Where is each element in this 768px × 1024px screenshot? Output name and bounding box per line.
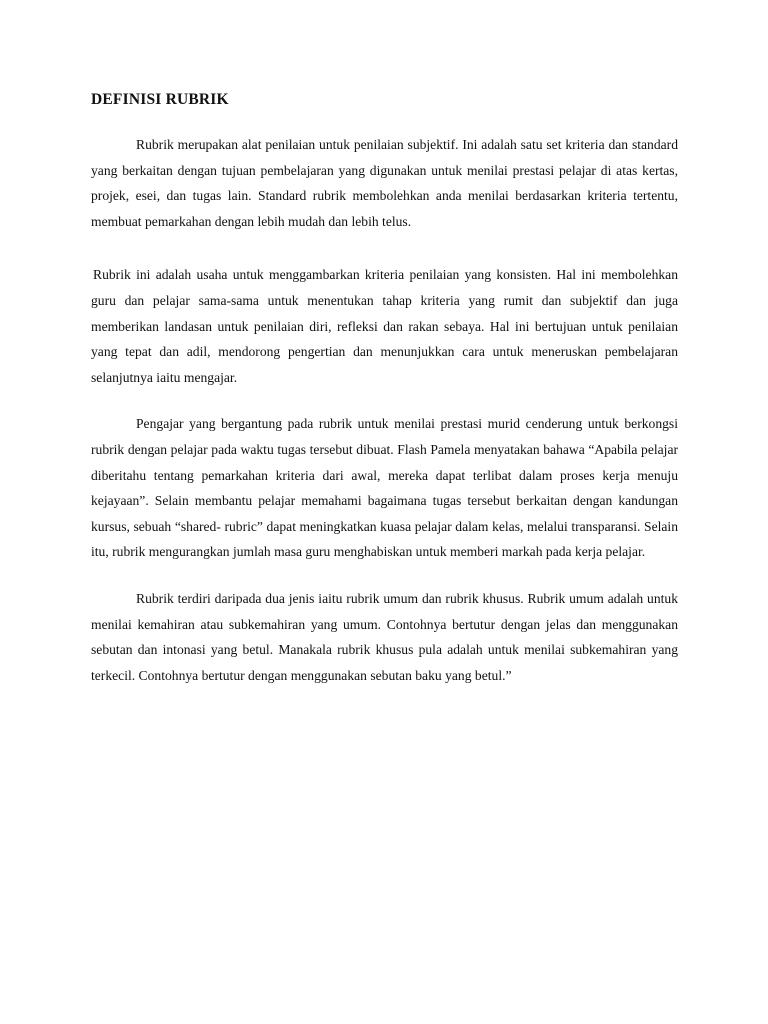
document-page (91, 88, 678, 709)
paragraph-2: Rubrik ini adalah usaha untuk menggambarkan kriteria penilaian yang konsisten. Hal ini membolehkan guru dan pelajar sama-sama untuk menentukan tahap kriteria yang rumit dan subjektif dan juga memberikan landasan untuk penilaian diri, refleksi dan rakan sebaya. Hal ini bertujuan untuk penilaian yang tepat dan adil, mendorong pengertian dan menunjukkan cara untuk meneruskan pembelajaran selanjutnya iaitu mengajar. (91, 267, 678, 385)
paragraph-3: Pengajar yang bergantung pada rubrik untuk menilai prestasi murid cenderung untuk berkongsi rubrik dengan pelajar pada waktu tugas tersebut dibuat. Flash Pamela menyatakan bahawa “Apabila pelajar diberitahu tentang pemarkahan kriteria dari awal, mereka dapat terlibat dalam proses kerja menuju kejayaan”. Selain membantu pelajar memahami bagaimana tugas tersebut berkaitan dengan kandungan kursus, sebuah “shared- rubric” dapat meningkatkan kuasa pelajar dalam kelas, melalui transparansi. Selain itu, rubrik mengurangkan jumlah masa guru menghabiskan untuk memberi markah pada kerja pelajar. (91, 416, 678, 560)
paragraph-4: Rubrik terdiri daripada dua jenis iaitu rubrik umum dan rubrik khusus. Rubrik umum adalah untuk menilai kemahiran atau subkemahiran yang umum. Contohnya bertutur dengan jelas dan menggunakan sebutan dan intonasi yang betul. Manakala rubrik khusus pula adalah untuk menilai subkemahiran yang terkecil. Contohnya bertutur dengan menggunakan sebutan baku yang betul.” (91, 590, 678, 683)
document-heading: DEFINISI RUBRIK (91, 91, 229, 108)
paragraph-1: Rubrik merupakan alat penilaian untuk penilaian subjektif. Ini adalah satu set kriteria dan standard yang berkaitan dengan tujuan pembelajaran yang digunakan untuk menilai prestasi pelajar di atas kertas, projek, esei, dan tugas lain. Standard rubrik membolehkan anda menilai berdasarkan kriteria tertentu, membuat pemarkahan dengan lebih mudah dan lebih telus. (91, 137, 678, 229)
